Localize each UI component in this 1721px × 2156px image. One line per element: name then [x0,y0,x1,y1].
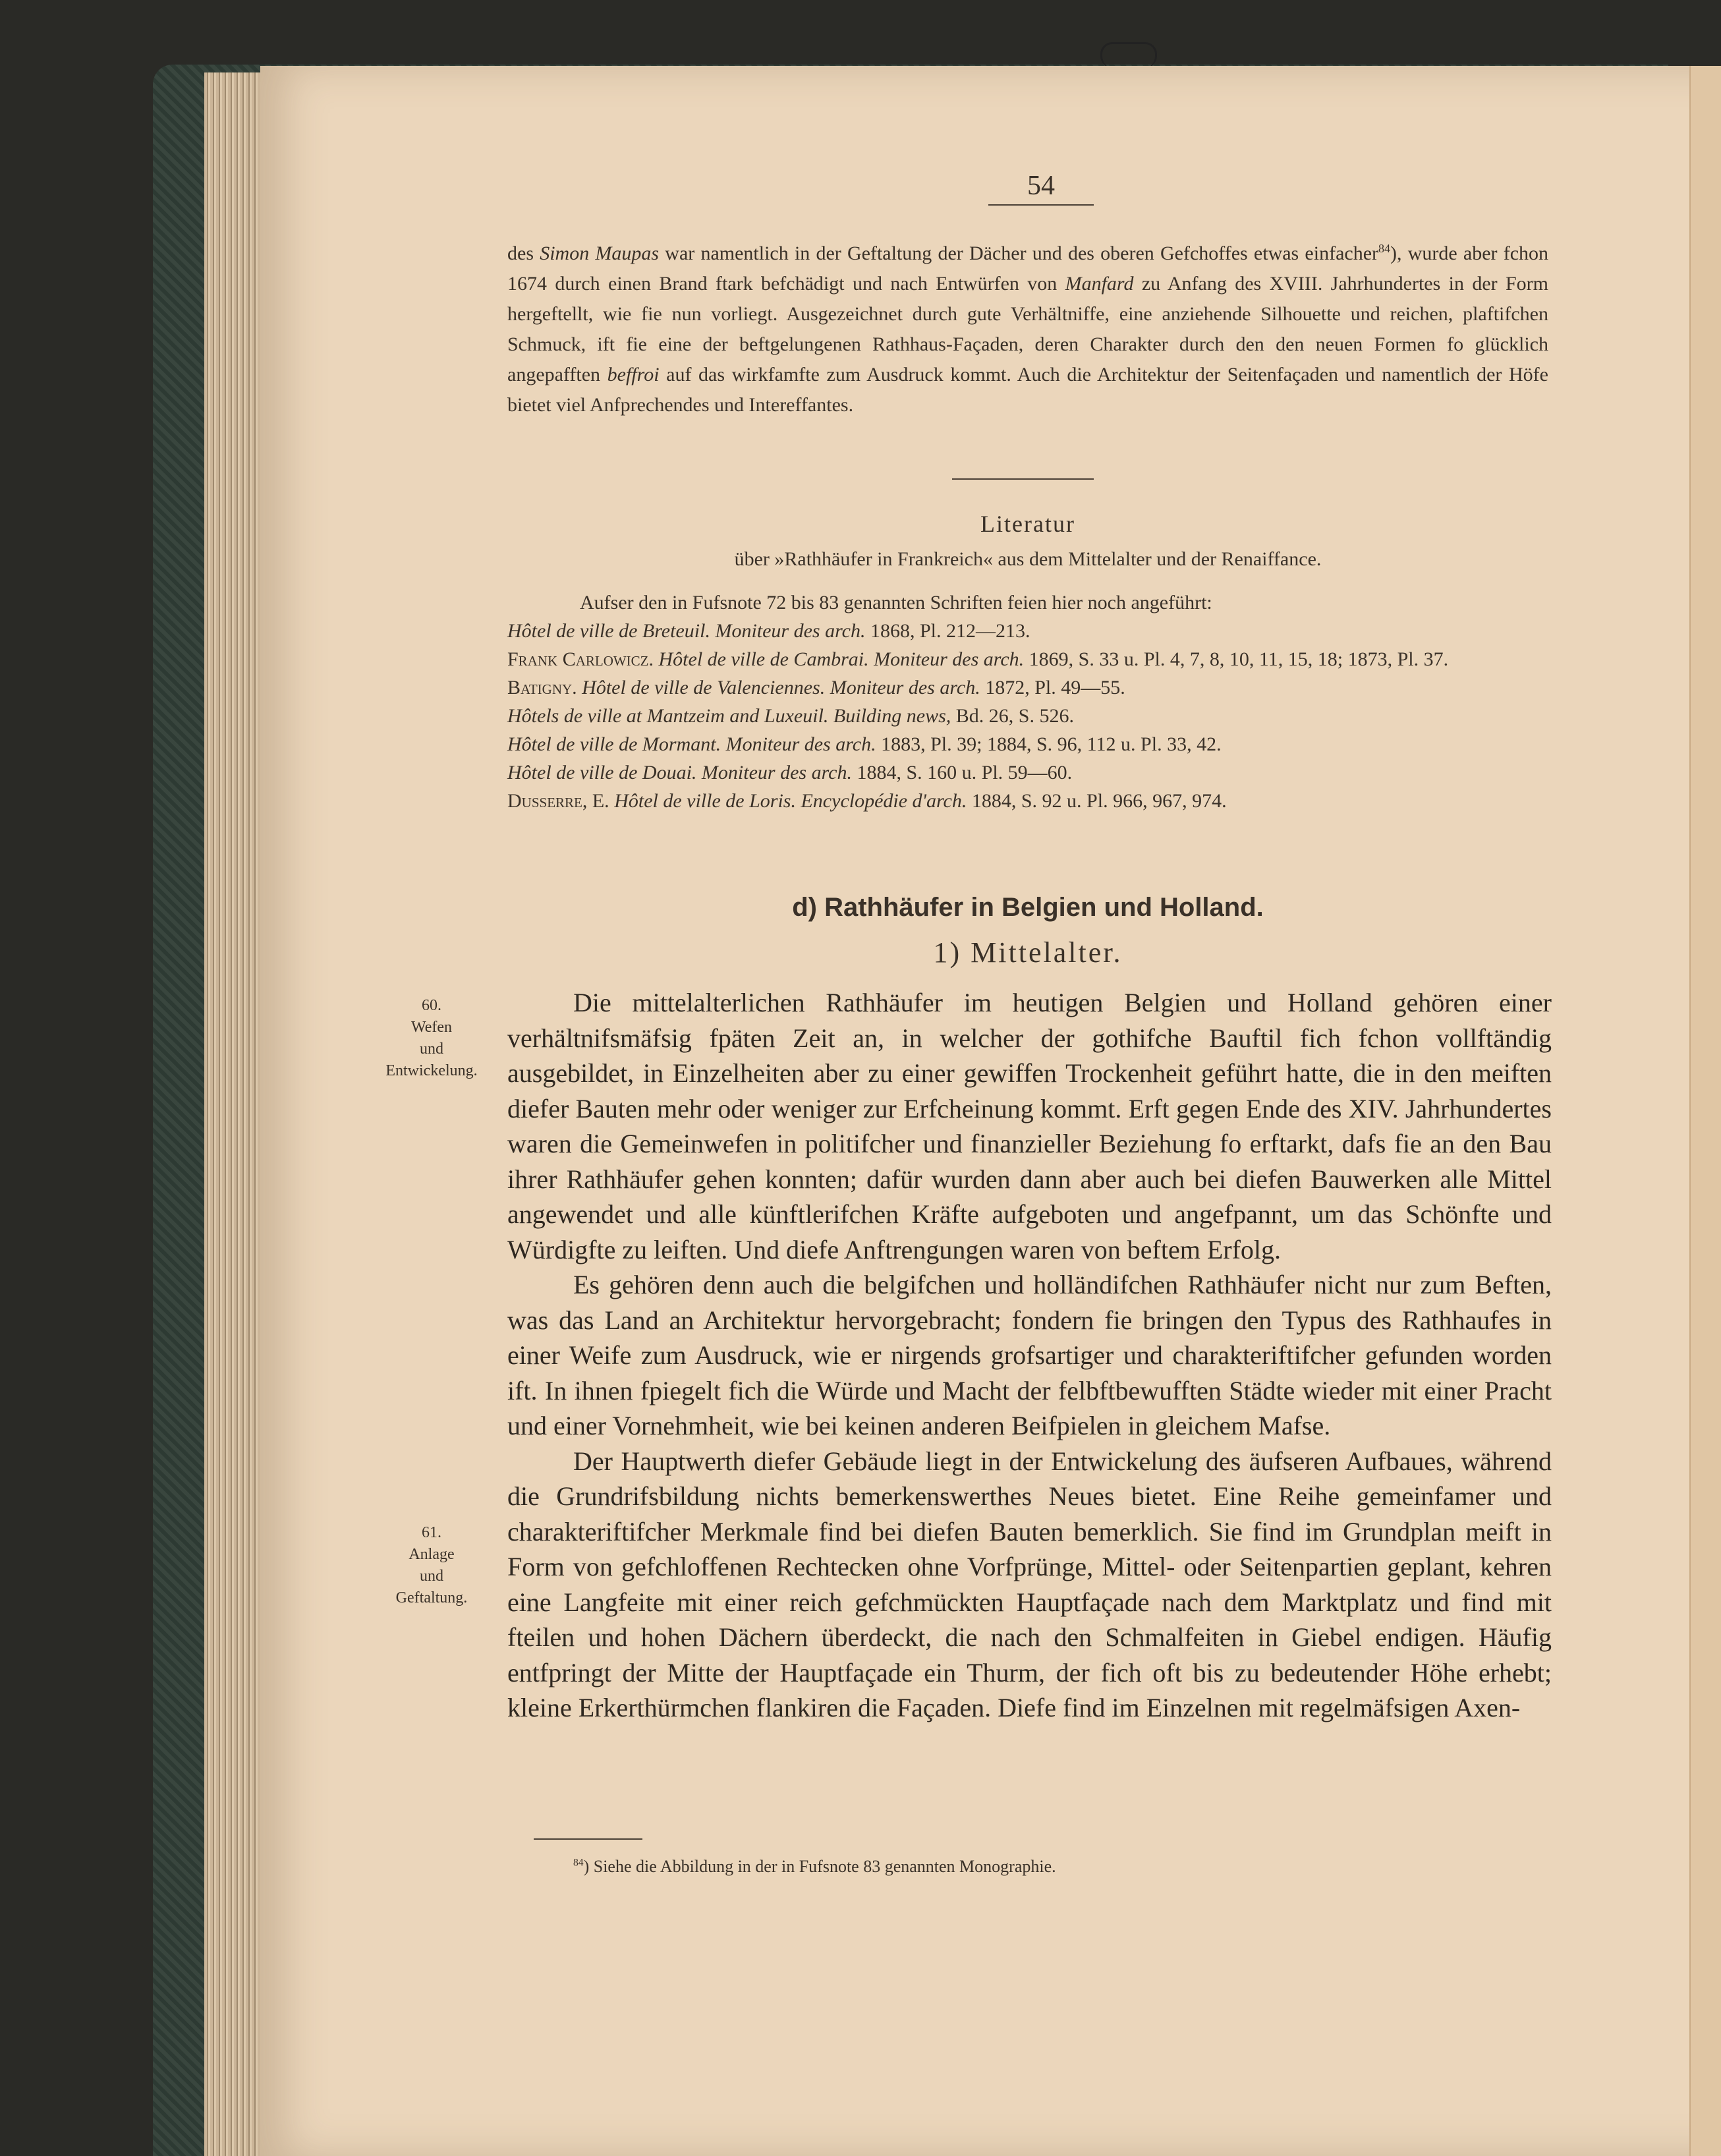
margin-note-61 [376,1522,488,1609]
italic-text: Moniteur des arch. [701,762,852,783]
body-text [507,985,1552,1726]
text-run: 1883, Pl. 39; 1884, S. 96, 112 u. Pl. 33, 42. [876,733,1222,755]
text-run: war namentlich in der Geftaltung der Dächer und des oberen Gefchoffes etwas einfacher [659,242,1379,264]
italic-text: Moniteur des arch. [715,620,866,642]
italic-text: Encyclopédie d'arch. [801,790,967,812]
body-paragraph: Die mittelalterlichen Rathhäufer im heutigen Belgien und Holland gehören einer verhältnifsmäfsig fpäten Zeit an, in welcher der gothifche Bauftil fich fchon vollftändig ausgebildet, in Einzelheiten aber zu einer gewiffen Trockenheit geführt hatte, die in den meiften diefer Bauten mehr oder weniger zur Erfcheinung kommt. Erft gegen Ende des XIV. Jahrhundertes waren die Gemeinwefen in politifcher und finanzieller Beziehung fo erftarkt, dafs fie an den Bau ihrer Rathhäufer gehen konnten; dafür wurden dann aber auch bei diefen Bauwerken alle Mittel angewendet und alle künftlerifchen Kräfte aufgeboten und angefpannt, um das Schönfte und Würdigfte zu leiften. Und diefe Anftrengungen waren von beftem Erfolg. [507,988,1552,1264]
literature-intro: Aufser den in Fufsnote 72 bis 83 genannten Schriften feien hier noch angeführt: [580,592,1212,613]
italic-text: Moniteur des arch. [725,733,876,755]
margin-note-60 [376,995,488,1082]
text-run: Batigny. [507,677,577,698]
footnote-text: ) Siehe die Abbildung in der in Fufsnote 83 genannten Monographie. [583,1857,1056,1876]
text-run: ), wurde aber fchon 1674 durch einen Brand ftark befchädigt und nach Entwürfen von [507,242,1549,295]
body-paragraph: Es gehören denn auch die belgifchen und holländifchen Rathhäufer nicht nur zum Beften, was das Land an Architektur hervorgebracht; fondern fie bringen den Typus des Rathhaufes in einer Weife zum Ausdruck, wie er nirgends grofsartiger und charakteriftifcher gefunden worden ift. In ihnen fpiegelt fich die Würde und Macht der felbftbewufften Städte wieder mit einer Pracht und einer Vornehmheit, wie bei keinen anderen Beifpielen in gleichem Mafse. [507,1270,1552,1440]
margin-note-line: Entwickelung. [385,1062,478,1079]
literature-entry [507,787,1548,815]
footnote [573,1857,1548,1877]
text-run [869,648,874,670]
margin-note-line: und [420,1040,443,1058]
italic-text: Moniteur des arch. [874,648,1025,670]
literature-entry [507,673,1548,702]
literature-title: Literatur [980,511,1075,537]
text-run [825,677,830,698]
text-run: auf das wirkfamfte zum Ausdruck kommt. Auch die Architektur der Seitenfaçaden und namentlich der Höfe bietet viel Anfprechendes und Intereffantes. [507,364,1548,416]
body-paragraph: Der Hauptwerth diefer Gebäude liegt in der Entwickelung des äufseren Aufbaues, während die Grundrifsbildung nichts bemerkenswerthes Neues bietet. Eine Reihe gemeinfamer und charakteriftifcher Merkmale find bei diefen Bauten bemerklich. Sie find im Grundplan meift in Form von gefchloffenen Rechtecken ohne Vorfprünge, Mittel- oder Seitenpartien geplant, kehren eine Langfeite mit einer reich gefchmückten Hauptfaçade nach dem Marktplatz und find mit fteilen und hohen Dächern überdeckt, die nach den Schmalfeiten in Giebel endigen. Häufig entfpringt der Mitte der Hauptfaçade ein Thurm, der fich oft bis zu bedeutender Höhe erhebt; kleine Erkerthürmchen flankiren die Façaden. Diefe find im Einzelnen mit regelmäfsigen Axen- [507,1446,1552,1722]
section-heading: d) Rathhäufer in Belgien und Holland. [792,893,1264,922]
literature-list [507,617,1548,815]
literature-entry [507,730,1548,758]
italic-text: Building news, [833,705,951,727]
text-run [721,733,726,755]
literature-entry [507,702,1548,730]
text-run: 1884, S. 92 u. Pl. 966, 967, 974. [967,790,1227,812]
italic-text: Hôtel de ville de Loris. [614,790,796,812]
text-run: 1884, S. 160 u. Pl. 59—60. [851,762,1073,783]
italic-text: Hôtels de ville at Mantzeim and Luxeuil. [507,705,829,727]
italic-text: Hôtel de ville de Cambrai. [658,648,869,670]
page-number: 54 [988,170,1094,206]
footnote-ref: 84 [1378,242,1391,255]
margin-note-line: Anlage [409,1546,455,1563]
margin-note-line: Wefen [410,1019,453,1036]
paper-clip [1100,42,1157,68]
literature-entry [507,758,1548,787]
text-run: zu Anfang des XVIII. Jahrhundertes in der Form hergeftellt, wie fie nun vorliegt. Ausgezeichnet durch gute Verhältniffe, eine anziehende Silhouette und reichen, plaftifchen Schmuck, ift fie eine der beftgelungenen Rathhaus-Façaden, deren Charakter durch den den neuen Formen fo glücklich angepafften [507,273,1549,385]
text-run [828,705,833,727]
footnote-rule [534,1838,642,1840]
text-run: 1868, Pl. 212—213. [865,620,1030,642]
margin-note-line: und [420,1568,443,1585]
italic-text: Manfard [1065,273,1134,295]
italic-text: Simon Maupas [540,242,660,264]
margin-note-number: 61. [422,1524,441,1541]
italic-text: Hôtel de ville de Valenciennes. [582,677,826,698]
italic-text: Hôtel de ville de Breteuil. [507,620,710,642]
literature-entry [507,617,1548,645]
italic-text: Hôtel de ville de Mormant. [507,733,721,755]
italic-text: Hôtel de ville de Douai. [507,762,697,783]
literature-entry [507,645,1548,673]
text-run [696,762,702,783]
text-run: 1869, S. 33 u. Pl. 4, 7, 8, 10, 11, 15, 18; 1873, Pl. 37. [1024,648,1449,670]
footnote-marker: 84 [573,1857,584,1869]
margin-note-number: 60. [422,997,441,1014]
sub-heading: 1) Mittelalter. [933,936,1123,969]
text-run: 1872, Pl. 49—55. [980,677,1125,698]
text-run [654,648,659,670]
text-run: des [507,242,540,264]
literature-subtitle: über »Rathhäufer in Frankreich« aus dem Mittelalter und der Renaiffance. [734,548,1322,570]
text-run: Bd. 26, S. 526. [951,705,1074,727]
italic-text: Moniteur des arch. [830,677,980,698]
text-run: Dusserre, E. [507,790,609,812]
next-page-edge [1689,66,1721,2156]
italic-text: beffroi [607,364,660,385]
top-paragraph [507,239,1548,420]
separator-rule [952,478,1094,480]
margin-note-line: Geftaltung. [395,1589,468,1606]
text-run: Frank Carlowicz. [507,648,654,670]
